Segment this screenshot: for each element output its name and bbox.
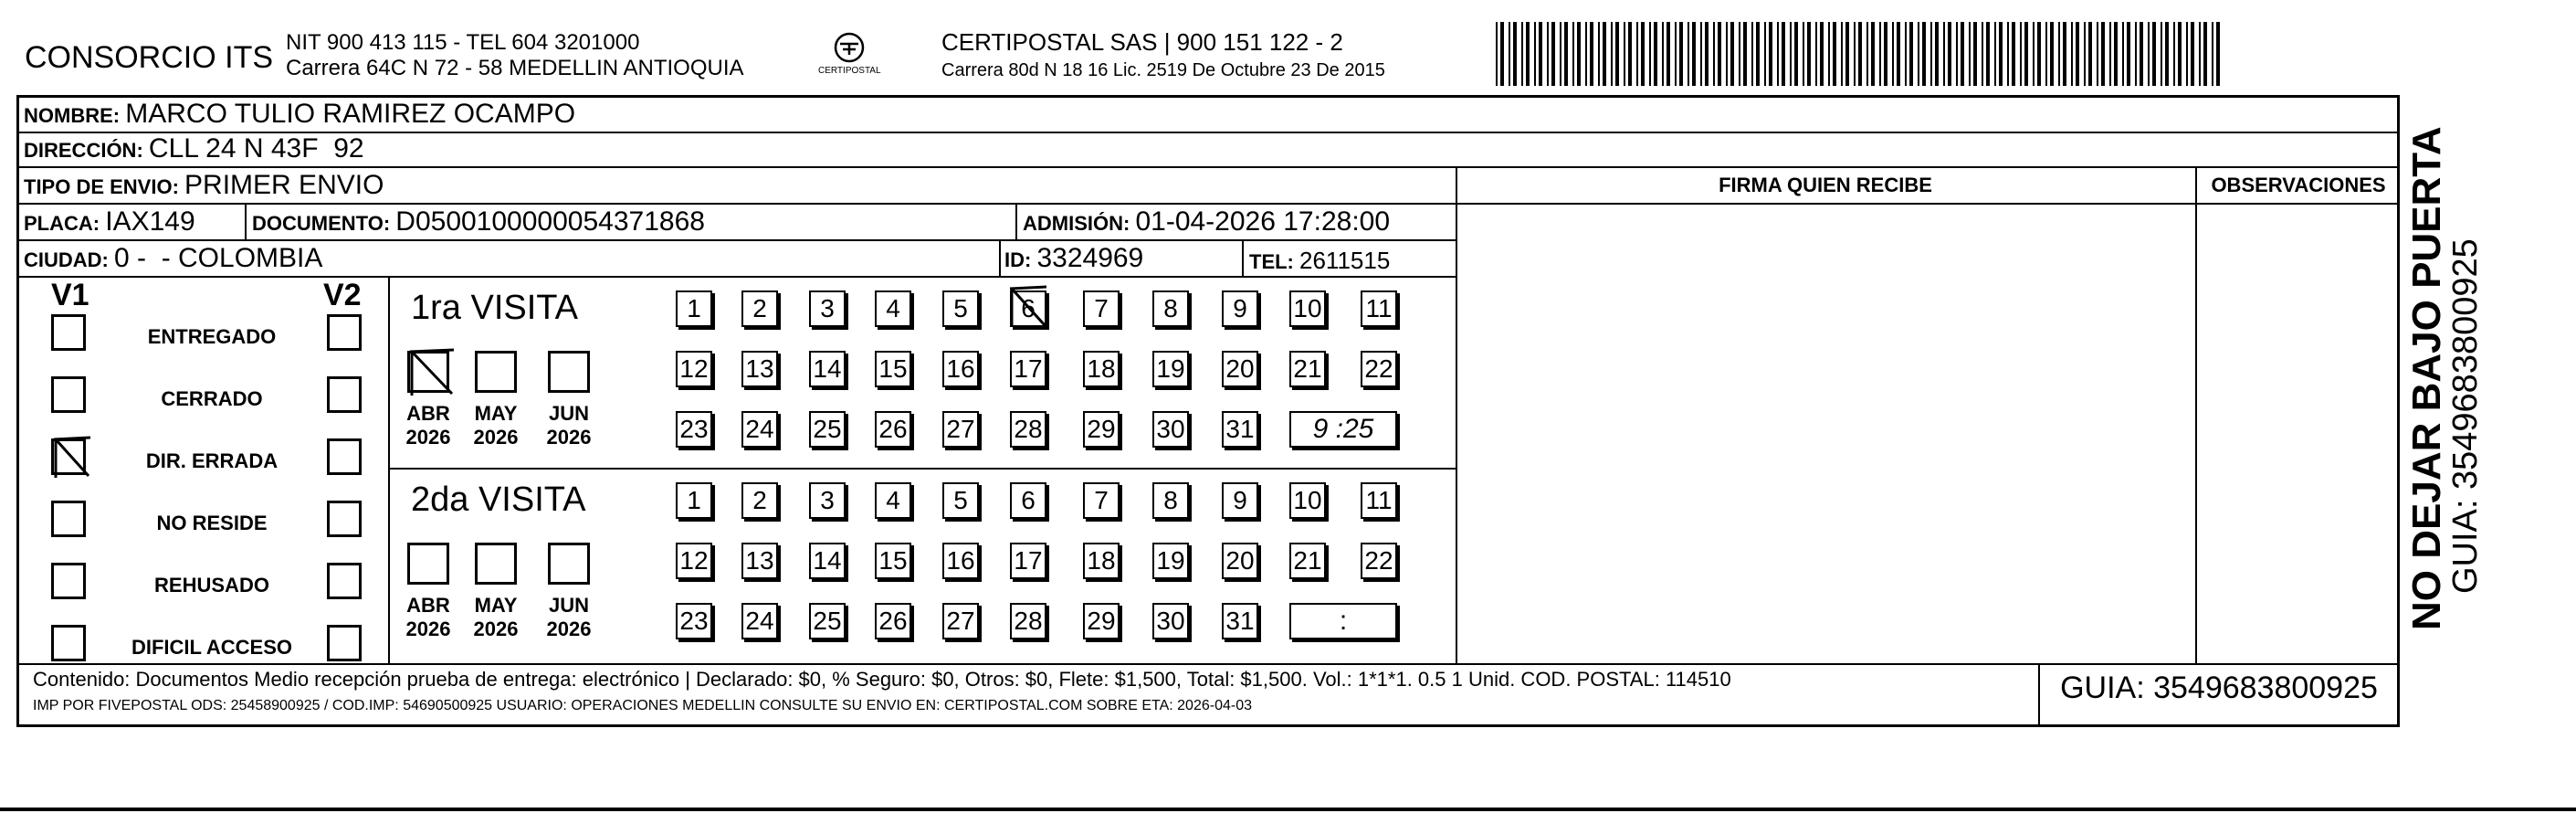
time-box[interactable]: 9 :25 bbox=[1289, 411, 1397, 448]
status-option-label: NO RESIDE bbox=[156, 512, 268, 534]
month-year: 2026 bbox=[473, 426, 519, 449]
day-box[interactable]: 20 bbox=[1222, 543, 1258, 579]
month-checkbox[interactable] bbox=[475, 351, 517, 393]
v1-label: V1 bbox=[51, 278, 89, 312]
v2-checkbox[interactable] bbox=[327, 314, 362, 351]
month-name: ABR bbox=[406, 594, 450, 617]
carrier-name: CERTIPOSTAL SAS | 900 151 122 - 2 bbox=[941, 28, 1343, 56]
documento-label: DOCUMENTO: bbox=[252, 212, 391, 235]
documento-value: D0500100000054371868 bbox=[395, 206, 705, 237]
tipo-envio-value: PRIMER ENVIO bbox=[184, 170, 384, 200]
day-box[interactable]: 8 bbox=[1152, 290, 1189, 327]
day-box[interactable]: 30 bbox=[1152, 411, 1189, 448]
day-box[interactable]: 5 bbox=[942, 482, 979, 519]
visit-title: 1ra VISITA bbox=[411, 289, 579, 327]
v1-checkbox[interactable] bbox=[51, 438, 86, 475]
day-box[interactable]: 4 bbox=[875, 290, 911, 327]
tipo-envio-field bbox=[24, 172, 384, 199]
nombre-field bbox=[24, 100, 575, 128]
day-box[interactable]: 15 bbox=[875, 543, 911, 579]
day-box[interactable]: 3 bbox=[809, 290, 846, 327]
day-box[interactable]: 24 bbox=[741, 411, 778, 448]
id-field bbox=[1004, 245, 1143, 272]
company-address: Carrera 64C N 72 - 58 MEDELLIN ANTIOQUIA bbox=[286, 56, 744, 80]
day-box[interactable]: 8 bbox=[1152, 482, 1189, 519]
month-label bbox=[541, 594, 596, 642]
side-guia: GUIA: 3549683800925 bbox=[2446, 238, 2485, 594]
v2-label: V2 bbox=[323, 278, 362, 312]
id-value: 3324969 bbox=[1036, 243, 1144, 273]
day-box[interactable]: 25 bbox=[809, 411, 846, 448]
visit-title: 2da VISITA bbox=[411, 480, 586, 519]
day-box[interactable]: 6 bbox=[1010, 290, 1046, 327]
side-warning: NO DEJAR BAJO PUERTA bbox=[2404, 126, 2449, 630]
month-checkbox[interactable] bbox=[548, 351, 590, 393]
day-box[interactable]: 12 bbox=[676, 351, 712, 387]
v1-checkbox[interactable] bbox=[51, 563, 86, 599]
day-box[interactable]: 28 bbox=[1010, 411, 1046, 448]
admision-label: ADMISIÓN: bbox=[1023, 212, 1130, 235]
day-box[interactable]: 26 bbox=[875, 411, 911, 448]
day-box[interactable]: 11 bbox=[1361, 290, 1397, 327]
month-year: 2026 bbox=[546, 426, 592, 449]
day-box[interactable]: 10 bbox=[1289, 290, 1326, 327]
tel-label: TEL: bbox=[1249, 250, 1294, 273]
month-checkbox[interactable] bbox=[407, 351, 449, 393]
v2-checkbox[interactable] bbox=[327, 376, 362, 413]
day-box[interactable]: 13 bbox=[741, 543, 778, 579]
v1-checkbox[interactable] bbox=[51, 314, 86, 351]
day-box[interactable]: 29 bbox=[1083, 411, 1120, 448]
day-box[interactable]: 27 bbox=[942, 411, 979, 448]
day-box[interactable]: 17 bbox=[1010, 543, 1046, 579]
day-box[interactable]: 1 bbox=[676, 482, 712, 519]
status-option-label: CERRADO bbox=[161, 387, 263, 410]
day-box[interactable]: 4 bbox=[875, 482, 911, 519]
placa-value: IAX149 bbox=[105, 206, 195, 237]
footer-contenido: Contenido: Documentos Medio recepción prueba de entrega: electrónico | Declarado: $0, % Seguro: $0, Otros: $0, Flete: $1,500, Total: $1,500. Vol.: 1*1*1. 0.5 1 Unid. COD. POSTAL: 114510 bbox=[33, 668, 1731, 691]
admision-field bbox=[1023, 208, 1390, 236]
footer-guia-box: GUIA: 3549683800925 bbox=[2060, 670, 2378, 705]
month-year: 2026 bbox=[546, 618, 592, 641]
month-year: 2026 bbox=[405, 618, 451, 641]
month-label bbox=[541, 402, 596, 450]
day-box[interactable]: 2 bbox=[741, 482, 778, 519]
status-option-label: REHUSADO bbox=[154, 574, 269, 597]
month-label bbox=[401, 402, 456, 450]
footer-imp: IMP POR FIVEPOSTAL ODS: 25458900925 / COD.IMP: 54690500925 USUARIO: OPERACIONES MEDELLIN CONSULTE SU ENVIO EN: CERTIPOSTAL.COM SOBRE ETA: 2026-04-03 bbox=[33, 698, 1252, 713]
month-label bbox=[401, 594, 456, 642]
month-checkbox[interactable] bbox=[407, 543, 449, 585]
day-box[interactable]: 16 bbox=[942, 351, 979, 387]
day-box-checked[interactable] bbox=[1010, 290, 1046, 327]
placa-field bbox=[24, 208, 195, 236]
month-name: ABR bbox=[406, 402, 450, 425]
day-box[interactable]: 9 bbox=[1222, 482, 1258, 519]
company-nit: NIT 900 413 115 - TEL 604 3201000 bbox=[286, 30, 640, 55]
day-box[interactable]: 2 bbox=[741, 290, 778, 327]
v1-checkbox[interactable] bbox=[51, 376, 86, 413]
day-box[interactable]: 7 bbox=[1083, 290, 1120, 327]
day-box[interactable]: 19 bbox=[1152, 543, 1189, 579]
day-box[interactable]: 16 bbox=[942, 543, 979, 579]
day-box[interactable]: 22 bbox=[1361, 351, 1397, 387]
placa-label: PLACA: bbox=[24, 212, 100, 235]
v2-checkbox[interactable] bbox=[327, 563, 362, 599]
firma-label: FIRMA QUIEN RECIBE bbox=[1719, 174, 1932, 196]
tipo-envio-label: TIPO DE ENVIO: bbox=[24, 175, 179, 198]
day-box[interactable]: 13 bbox=[741, 351, 778, 387]
v2-checkbox[interactable] bbox=[327, 438, 362, 475]
day-box[interactable]: 6 bbox=[1010, 482, 1046, 519]
direccion-value: CLL 24 N 43F 92 bbox=[148, 133, 364, 164]
day-box[interactable]: 7 bbox=[1083, 482, 1120, 519]
nombre-value: MARCO TULIO RAMIREZ OCAMPO bbox=[125, 99, 576, 129]
day-box[interactable]: 1 bbox=[676, 290, 712, 327]
tel-field bbox=[1249, 248, 1390, 272]
company-name: CONSORCIO ITS bbox=[25, 40, 274, 75]
v1-checkbox[interactable] bbox=[51, 501, 86, 537]
day-box[interactable]: 17 bbox=[1010, 351, 1046, 387]
ciudad-value: 0 - - COLOMBIA bbox=[114, 243, 323, 273]
day-box[interactable]: 12 bbox=[676, 543, 712, 579]
certipostal-logo bbox=[813, 31, 886, 79]
day-box[interactable]: 21 bbox=[1289, 351, 1326, 387]
day-box[interactable]: 14 bbox=[809, 351, 846, 387]
month-year: 2026 bbox=[473, 618, 519, 641]
month-checkbox[interactable] bbox=[475, 543, 517, 585]
v2-checkbox[interactable] bbox=[327, 625, 362, 661]
side-text bbox=[2404, 119, 2486, 630]
ciudad-label: CIUDAD: bbox=[24, 248, 109, 271]
day-box[interactable]: 9 bbox=[1222, 290, 1258, 327]
status-option-label: ENTREGADO bbox=[147, 325, 277, 348]
ciudad-field bbox=[24, 245, 322, 272]
barcode bbox=[1496, 22, 2223, 86]
day-box[interactable]: 19 bbox=[1152, 351, 1189, 387]
logo-caption: CERTIPOSTAL bbox=[818, 66, 881, 76]
day-box[interactable]: 20 bbox=[1222, 351, 1258, 387]
bottom-cut-line bbox=[0, 808, 2576, 811]
tel-value: 2611515 bbox=[1299, 247, 1391, 274]
day-box[interactable]: 30 bbox=[1152, 603, 1189, 639]
day-box[interactable]: 31 bbox=[1222, 603, 1258, 639]
day-box[interactable]: 29 bbox=[1083, 603, 1120, 639]
admision-value: 01-04-2026 17:28:00 bbox=[1135, 206, 1391, 237]
direccion-label: DIRECCIÓN: bbox=[24, 139, 143, 162]
day-box[interactable]: 26 bbox=[875, 603, 911, 639]
day-box[interactable]: 27 bbox=[942, 603, 979, 639]
month-checkbox[interactable] bbox=[548, 543, 590, 585]
id-label: ID: bbox=[1004, 248, 1032, 271]
v1-checkbox[interactable] bbox=[51, 625, 86, 661]
status-option-label: DIFICIL ACCESO bbox=[131, 636, 292, 659]
documento-field bbox=[252, 208, 705, 236]
day-box[interactable]: 5 bbox=[942, 290, 979, 327]
day-box[interactable]: 18 bbox=[1083, 543, 1120, 579]
carrier-address: Carrera 80d N 18 16 Lic. 2519 De Octubre 23 De 2015 bbox=[941, 60, 1385, 80]
month-name: MAY bbox=[474, 402, 518, 425]
month-label bbox=[468, 594, 523, 642]
month-label bbox=[468, 402, 523, 450]
month-year: 2026 bbox=[405, 426, 451, 449]
month-name: JUN bbox=[548, 594, 589, 617]
day-box[interactable]: 22 bbox=[1361, 543, 1397, 579]
day-box[interactable]: 10 bbox=[1289, 482, 1326, 519]
direccion-field bbox=[24, 135, 364, 163]
day-box[interactable]: 18 bbox=[1083, 351, 1120, 387]
day-box[interactable]: 21 bbox=[1289, 543, 1326, 579]
observaciones-label: OBSERVACIONES bbox=[2211, 174, 2386, 196]
month-name: JUN bbox=[548, 402, 589, 425]
day-box[interactable]: 24 bbox=[741, 603, 778, 639]
day-box[interactable]: 28 bbox=[1010, 603, 1046, 639]
v2-checkbox[interactable] bbox=[327, 501, 362, 537]
day-box[interactable]: 15 bbox=[875, 351, 911, 387]
day-box[interactable]: 14 bbox=[809, 543, 846, 579]
day-box[interactable]: 11 bbox=[1361, 482, 1397, 519]
day-box[interactable]: 23 bbox=[676, 603, 712, 639]
day-box[interactable]: 31 bbox=[1222, 411, 1258, 448]
time-box[interactable]: : bbox=[1289, 603, 1397, 639]
nombre-label: NOMBRE: bbox=[24, 104, 121, 127]
day-box[interactable]: 3 bbox=[809, 482, 846, 519]
day-box[interactable]: 23 bbox=[676, 411, 712, 448]
month-name: MAY bbox=[474, 594, 518, 617]
day-box[interactable]: 25 bbox=[809, 603, 846, 639]
status-option-label: DIR. ERRADA bbox=[145, 449, 279, 472]
